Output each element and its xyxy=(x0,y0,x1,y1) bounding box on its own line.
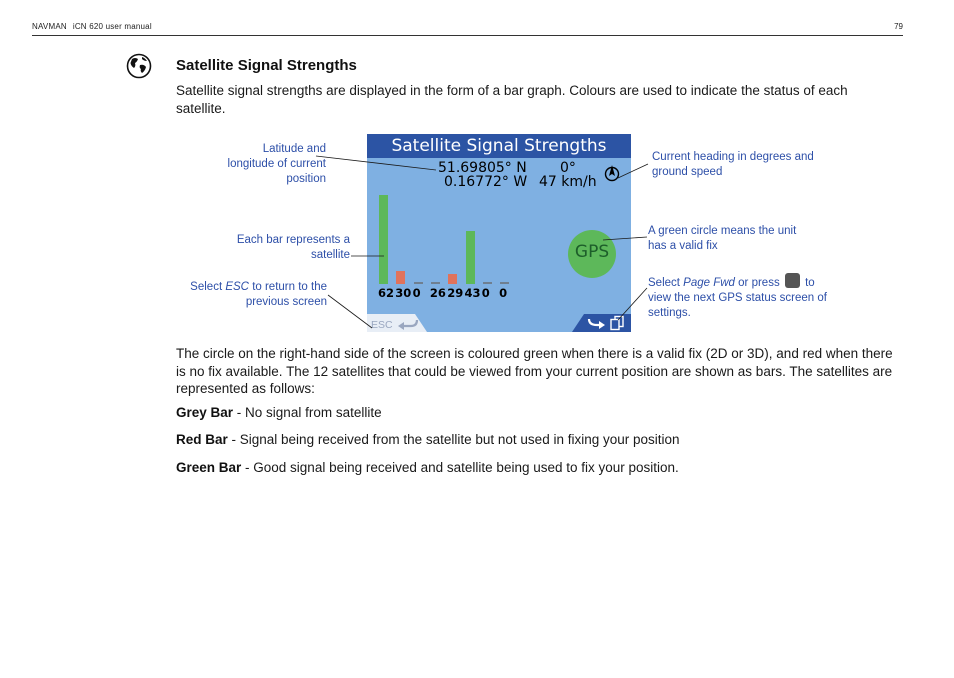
grey-bar-definition xyxy=(176,404,904,422)
satellite-id: 0 xyxy=(412,286,421,300)
green-bar-definition xyxy=(176,459,904,477)
product-name: iCN 620 user manual xyxy=(72,22,152,31)
green-bar-desc: - Good signal being received and satellite being used to fix your position. xyxy=(241,460,679,475)
callout-heading-speed: Current heading in degrees and ground speed xyxy=(652,151,814,178)
callout-esc-key: ESC xyxy=(225,281,249,293)
hardware-button-icon xyxy=(785,273,800,288)
gps-label: GPS xyxy=(574,242,610,262)
callout-green-circle: A green circle means the unit has a valid fix xyxy=(648,225,797,252)
callout-select-esc-prefix: Select xyxy=(190,281,226,293)
satellite-id: 29 xyxy=(447,286,464,300)
satellite-id: 62 xyxy=(378,286,395,300)
screen-title: Satellite Signal Strengths xyxy=(391,136,607,156)
callout-page-fwd xyxy=(648,273,838,320)
callout-page-fwd-prefix: Select xyxy=(648,277,684,289)
callout-select-esc xyxy=(176,280,327,310)
satellite-id: 26 xyxy=(429,286,446,300)
satellite-id: 30 xyxy=(395,286,412,300)
intro-paragraph: Satellite signal strengths are displayed in the form of a bar graph. Colours are used to indicate the status of each satellite. xyxy=(176,83,848,116)
section-title: Satellite Signal Strengths xyxy=(176,57,357,74)
callout-each-bar: Each bar represents a satellite xyxy=(236,234,350,261)
callout-page-fwd-middle: or press xyxy=(734,277,783,289)
green-bar-term: Green Bar xyxy=(176,460,242,475)
callout-page-fwd-key: Page Fwd xyxy=(683,277,735,289)
grey-bar-desc: - No signal from satellite xyxy=(233,405,382,420)
callout-lat-long: Latitude and longitude of current position xyxy=(227,143,326,185)
heading-value: 0° xyxy=(560,160,576,176)
grey-bar-term: Grey Bar xyxy=(176,405,234,420)
longitude-value: 0.16772° W xyxy=(444,174,528,190)
red-bar-term: Red Bar xyxy=(176,432,228,447)
red-bar-definition xyxy=(176,431,904,449)
satellite-id: 43 xyxy=(464,286,481,300)
page-number: 79 xyxy=(894,22,903,31)
esc-label: ESC xyxy=(371,319,393,331)
brand-name: NAVMAN xyxy=(32,22,67,31)
satellite-id: 0 xyxy=(481,286,490,300)
satellite-id: 0 xyxy=(499,286,508,300)
callout-page-fwd-suffix: to view the next GPS status screen of settings. xyxy=(648,277,827,319)
callout-select-esc-suffix: to return to the previous screen xyxy=(245,281,327,308)
body-paragraph: The circle on the right-hand side of the screen is coloured green when there is a valid fix (2D or 3D), and red when there is no fix available. The 12 satellites that could be viewed from your current position are shown as bars. The satellites are represented as follows: xyxy=(176,346,893,396)
red-bar-desc: - Signal being received from the satellite but not used in fixing your position xyxy=(227,432,680,447)
speed-value: 47 km/h xyxy=(539,174,597,190)
latitude-value: 51.69805° N xyxy=(438,160,527,176)
